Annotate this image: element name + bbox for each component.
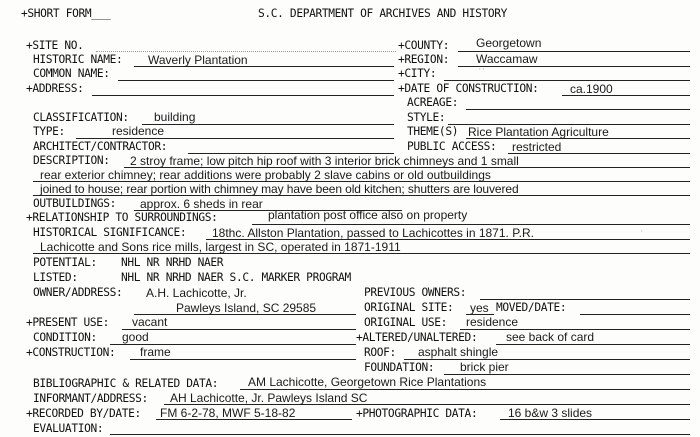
listed-codes: NHL NR NRHD NAER S.C. MARKER PROGRAM xyxy=(121,271,351,284)
roof-value: asphalt shingle xyxy=(418,345,499,359)
relationship-value: plantation post office also on property xyxy=(268,208,468,222)
present-use-line xyxy=(122,329,356,330)
historical-significance-line-2: Lachicotte and Sons rice mills, largest in SC, operated in 1871-1911 xyxy=(40,240,401,254)
owner-address-line-2: Pawleys Island, SC 29585 xyxy=(176,301,317,315)
relationship-line xyxy=(252,224,690,225)
city-line xyxy=(444,80,690,81)
construction-line xyxy=(130,359,356,360)
historical-significance-label: HISTORICAL SIGNIFICANCE: xyxy=(33,226,187,239)
historical-significance-line-1: 18thc. Allston Plantation, passed to Lachicottes in 1871. P.R. xyxy=(212,226,534,240)
potential-label: POTENTIAL: xyxy=(33,256,97,269)
description-line-2: rear exterior chimney; rear additions were probably 2 slave cabins or old outbuildings xyxy=(40,168,491,182)
scan-speck: ⋅ xyxy=(640,228,644,235)
architect-label: ARCHITECT/CONTRACTOR: xyxy=(33,140,168,153)
evaluation-line xyxy=(110,434,690,435)
description-label: DESCRIPTION: xyxy=(33,154,110,167)
roof-label: ROOF: xyxy=(364,346,396,359)
classification-line xyxy=(142,124,394,125)
classification-value: building xyxy=(154,110,196,124)
type-line xyxy=(76,138,394,139)
foundation-value: brick pier xyxy=(460,360,509,374)
public-access-line xyxy=(508,153,690,154)
type-value: residence xyxy=(112,124,165,138)
city-label: +CITY: xyxy=(398,67,437,80)
form-type: +SHORT FORM___ xyxy=(21,7,111,20)
informant-line xyxy=(164,404,690,405)
moved-date-label: MOVED/DATE: xyxy=(496,301,567,314)
original-use-label: ORIGINAL USE: xyxy=(364,316,448,329)
present-use-label: +PRESENT USE: xyxy=(26,316,110,329)
region-label: +REGION: xyxy=(398,53,450,66)
previous-owners-label: PREVIOUS OWNERS: xyxy=(364,286,467,299)
common-name-label: COMMON NAME: xyxy=(33,67,110,80)
acreage-line xyxy=(466,109,690,110)
public-access-label: PUBLIC ACCESS: xyxy=(407,140,497,153)
condition-value: good xyxy=(122,330,149,344)
construction-label: +CONSTRUCTION: xyxy=(26,346,116,359)
listed-label: LISTED: xyxy=(33,271,78,284)
date-of-construction-line xyxy=(562,95,690,96)
address-line xyxy=(92,95,394,96)
photographic-label: +PHOTOGRAPHIC DATA: xyxy=(356,407,478,420)
owner-address-line xyxy=(134,314,356,315)
original-site-label: ORIGINAL SITE: xyxy=(364,301,454,314)
theme-line xyxy=(466,138,690,139)
historic-name-label: HISTORIC NAME: xyxy=(33,53,123,66)
historic-name-value: Waverly Plantation xyxy=(148,53,248,67)
style-label: STYLE: xyxy=(407,111,446,124)
bibliographic-line xyxy=(240,389,690,390)
altered-value: see back of card xyxy=(506,330,595,344)
altered-label: +ALTERED/UNALTERED: xyxy=(356,331,478,344)
photographic-value: 16 b&w 3 slides xyxy=(508,406,593,420)
theme-value: Rice Plantation Agriculture xyxy=(468,125,609,139)
agency-title: S.C. DEPARTMENT OF ARCHIVES AND HISTORY xyxy=(258,7,508,20)
region-line xyxy=(458,66,690,67)
scan-speck: ⋅⋅ xyxy=(478,66,486,73)
previous-owners-line xyxy=(480,299,690,300)
acreage-label: ACREAGE: xyxy=(407,96,459,109)
description-line-3: joined to house; rear portion with chimney may have been old kitchen; shutters are louvered xyxy=(40,182,519,196)
construction-value: frame xyxy=(140,345,171,359)
photographic-line xyxy=(500,419,690,420)
date-of-construction-value: ca.1900 xyxy=(570,82,613,96)
description-underline-3 xyxy=(33,195,690,196)
roof-line xyxy=(404,359,690,360)
informant-label: INFORMANT/ADDRESS: xyxy=(33,392,148,405)
bibliographic-value: AM Lachicotte, Georgetown Rice Plantations xyxy=(248,375,487,389)
evaluation-label: EVALUATION: xyxy=(33,422,104,435)
type-label: TYPE: xyxy=(33,125,65,138)
recorded-by-label: +RECORDED BY/DATE: xyxy=(26,407,141,420)
recorded-by-value: FM 6-2-78, MWF 5-18-82 xyxy=(160,406,296,420)
classification-label: CLASSIFICATION: xyxy=(33,111,129,124)
bibliographic-label: BIBLIOGRAPHIC & RELATED DATA: xyxy=(33,377,219,390)
potential-codes: NHL NR NRHD NAER xyxy=(121,256,224,269)
theme-label: THEME(S) xyxy=(407,125,459,138)
county-value: Georgetown xyxy=(476,36,542,50)
description-line-1: 2 stroy frame; low pitch hip roof with 3 interior brick chimneys and 1 small xyxy=(130,154,519,168)
outbuildings-value: approx. 6 sheds in rear xyxy=(140,197,263,211)
address-label: +ADDRESS: xyxy=(26,82,84,95)
common-name-line xyxy=(118,80,394,81)
present-use-value: vacant xyxy=(132,315,168,329)
informant-value: AH Lachicotte, Jr. Pawleys Island SC xyxy=(170,391,368,405)
county-label: +COUNTY: xyxy=(398,39,450,52)
relationship-label: +RELATIONSHIP TO SURROUNDINGS: xyxy=(26,211,218,224)
recorded-by-line xyxy=(156,419,352,420)
original-site-value: yes xyxy=(470,301,489,315)
moved-date-line xyxy=(580,314,690,315)
owner-address-label: OWNER/ADDRESS: xyxy=(33,286,123,299)
condition-label: CONDITION: xyxy=(33,331,97,344)
outbuildings-label: OUTBUILDINGS: xyxy=(33,197,117,210)
region-value: Waccamaw xyxy=(476,52,538,66)
historic-name-line xyxy=(134,66,394,67)
altered-line xyxy=(496,344,690,345)
foundation-label: FOUNDATION: xyxy=(364,361,435,374)
historical-significance-underline-2 xyxy=(33,253,690,254)
site-no-label: +SITE NO. xyxy=(26,39,84,52)
date-of-construction-label: +DATE OF CONSTRUCTION: xyxy=(398,82,539,95)
public-access-value: restricted xyxy=(512,140,562,154)
original-use-value: residence xyxy=(466,315,519,329)
owner-address-line-1: A.H. Lachicotte, Jr. xyxy=(146,286,247,300)
site-no-line xyxy=(96,51,396,52)
